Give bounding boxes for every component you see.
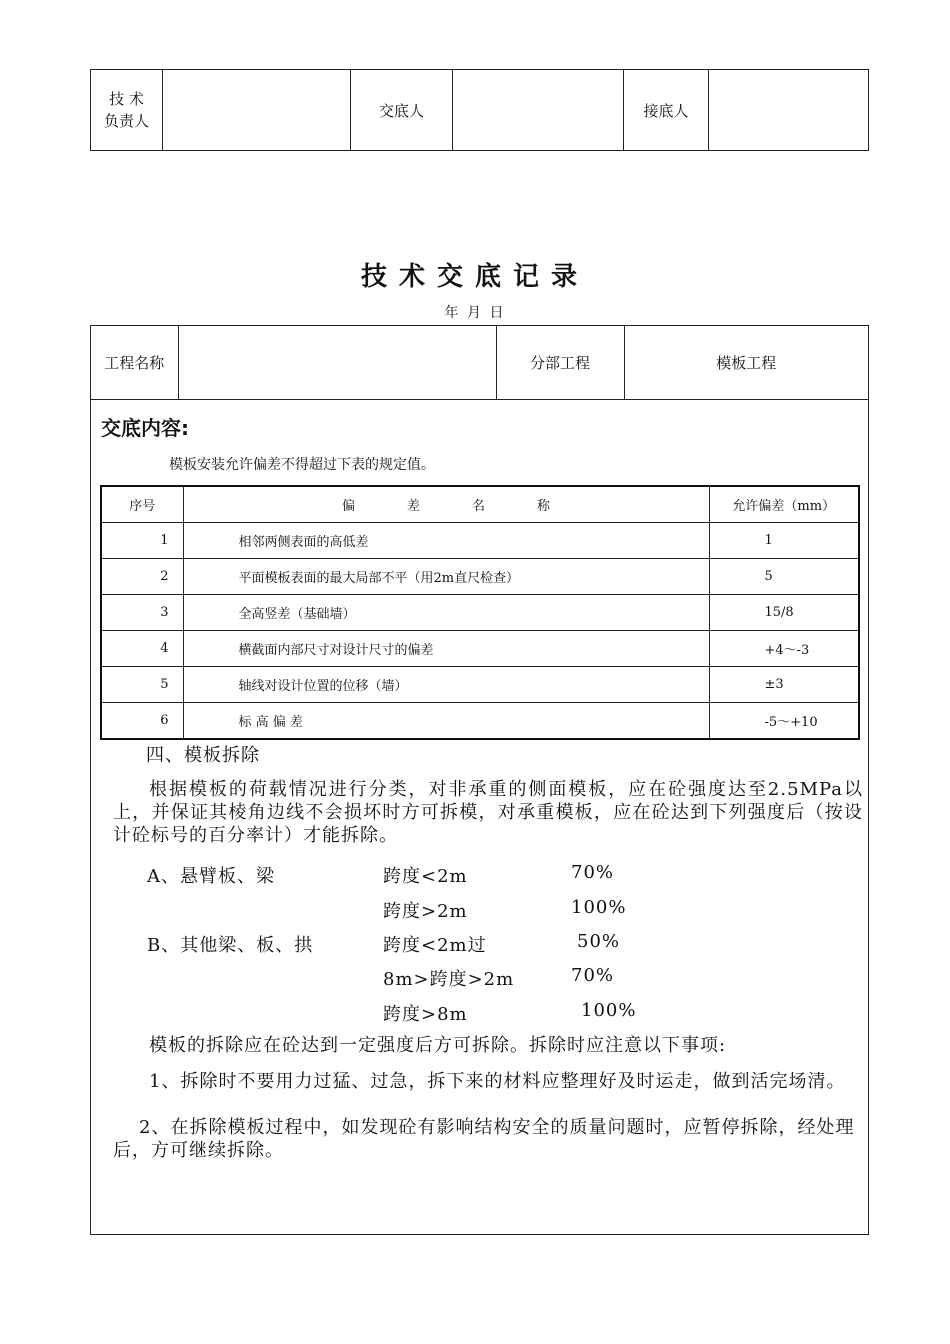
tech-lead-signature-cell[interactable] xyxy=(163,70,351,151)
group-b-pct-1: 50% xyxy=(577,931,621,952)
content-intro: 模板安装允许偏差不得超过下表的规定值。 xyxy=(169,457,435,473)
sub-project-label: 分部工程 xyxy=(496,326,624,400)
row-name: 横截面内部尺寸对设计尺寸的偏差 xyxy=(183,631,709,667)
row-no: 5 xyxy=(101,667,183,703)
row-value: 5 xyxy=(709,559,859,595)
row-name: 全高竖差（基础墙） xyxy=(183,595,709,631)
group-b-span-1: 跨度<2m过 xyxy=(383,935,487,956)
page-title: 技术交底记录 xyxy=(360,262,589,292)
group-b-label: B、其他梁、板、拱 xyxy=(147,935,314,956)
project-name-value[interactable] xyxy=(178,326,496,400)
receiver-signature-cell[interactable] xyxy=(709,70,869,151)
row-value: +4～-3 xyxy=(709,631,859,667)
tech-lead-label-line1: 技 术 xyxy=(109,90,144,108)
header-name: 偏差名称 xyxy=(183,486,709,523)
project-name-label: 工程名称 xyxy=(91,326,178,400)
sub-project-value[interactable]: 模板工程 xyxy=(624,326,868,400)
removal-notice: 模板的拆除应在砼达到一定强度后方可拆除。拆除时应注意以下事项: xyxy=(149,1035,727,1056)
group-b-span-2: 8m>跨度>2m xyxy=(383,969,515,990)
row-no: 1 xyxy=(101,523,183,559)
row-no: 4 xyxy=(101,631,183,667)
removal-paragraph: 根据模板的荷载情况进行分类，对非承重的侧面模板，应在砼强度达至2.5MPa以上，并保证其棱角边线不会损坏时方可拆模，对承重模板，应在砼达到下列强度后（按设计砼标号的百分率计）才能拆除。 xyxy=(113,779,863,846)
group-b-pct-2: 70% xyxy=(571,965,615,986)
discloser-signature-cell[interactable] xyxy=(453,70,624,151)
group-a-span-1: 跨度<2m xyxy=(383,866,468,887)
row-name: 轴线对设计位置的位移（墙） xyxy=(183,667,709,703)
table-row xyxy=(101,595,859,631)
header-no: 序号 xyxy=(101,486,183,523)
receiver-label: 接底人 xyxy=(624,70,709,151)
tech-lead-label-line2: 负责人 xyxy=(103,112,149,130)
date-line: 年 月 日 xyxy=(444,305,506,321)
group-a-span-2: 跨度>2m xyxy=(383,901,468,922)
row-name: 相邻两侧表面的高低差 xyxy=(183,523,709,559)
row-value: 15/8 xyxy=(709,595,859,631)
removal-section-title: 四、模板拆除 xyxy=(146,745,260,766)
group-b-span-3: 跨度>8m xyxy=(383,1004,468,1025)
group-b-pct-3: 100% xyxy=(581,1000,637,1021)
removal-note-1: 1、拆除时不要用力过猛、过急，拆下来的材料应整理好及时运走，做到活完场清。 xyxy=(149,1071,846,1092)
row-value: -5～+10 xyxy=(709,703,859,740)
removal-note-2: 2、在拆除模板过程中，如发现砼有影响结构安全的质量问题时，应暂停拆除，经处理后，方可继续拆除。 xyxy=(113,1117,855,1161)
row-value: 1 xyxy=(709,523,859,559)
row-name: 标 高 偏 差 xyxy=(183,703,709,740)
group-a-pct-1: 70% xyxy=(571,862,615,883)
group-a-pct-2: 100% xyxy=(571,897,627,918)
table-row xyxy=(101,631,859,667)
deviation-table xyxy=(100,485,860,740)
table-row xyxy=(101,667,859,703)
row-no: 2 xyxy=(101,559,183,595)
disclosure-record-box xyxy=(90,325,869,1235)
row-name: 平面模板表面的最大局部不平（用2m直尺检查） xyxy=(183,559,709,595)
row-no: 3 xyxy=(101,595,183,631)
project-header-table xyxy=(91,326,868,400)
tech-lead-label xyxy=(91,70,163,151)
row-no: 6 xyxy=(101,703,183,740)
discloser-label: 交底人 xyxy=(351,70,453,151)
content-heading: 交底内容: xyxy=(101,416,189,440)
table-row xyxy=(101,523,859,559)
row-value: ±3 xyxy=(709,667,859,703)
deviation-table-header xyxy=(101,486,859,523)
table-row xyxy=(101,559,859,595)
header-value: 允许偏差（mm） xyxy=(709,486,859,523)
table-row xyxy=(101,703,859,740)
group-a-label: A、悬臂板、梁 xyxy=(147,866,275,887)
signature-table xyxy=(90,69,869,151)
